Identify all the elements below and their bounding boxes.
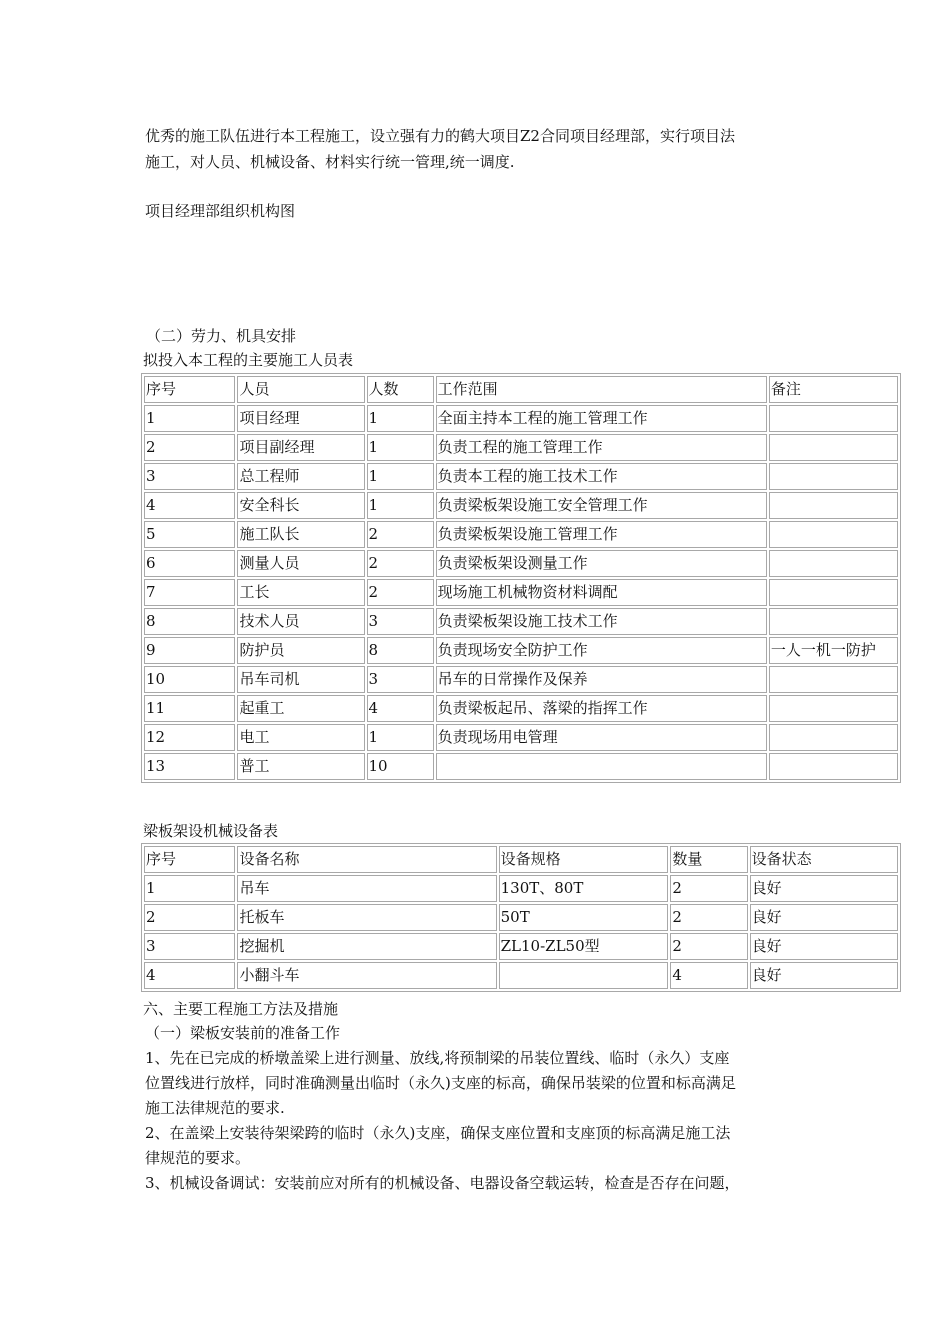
- personnel-cell: 普工: [237, 753, 364, 780]
- personnel-cell: 11: [144, 695, 235, 722]
- personnel-cell: 1: [367, 405, 434, 432]
- equipment-row: [144, 962, 898, 989]
- equipment-cell: ZL10-ZL50型: [499, 933, 669, 960]
- body-line: 1、先在已完成的桥墩盖梁上进行测量、放线,将预制梁的吊装位置线、临时（永久）支座: [145, 1049, 730, 1067]
- personnel-row: [144, 405, 898, 432]
- personnel-cell: 电工: [237, 724, 364, 751]
- personnel-cell: 负责现场安全防护工作: [436, 637, 767, 664]
- personnel-cell: 一人一机一防护: [769, 637, 898, 664]
- personnel-row: [144, 637, 898, 664]
- equipment-cell: 3: [144, 933, 235, 960]
- personnel-cell: 7: [144, 579, 235, 606]
- personnel-cell: [769, 753, 898, 780]
- personnel-cell: 负责工程的施工管理工作: [436, 434, 767, 461]
- body-line: 施工法律规范的要求.: [145, 1099, 285, 1117]
- personnel-cell: 工长: [237, 579, 364, 606]
- equipment-cell: 4: [144, 962, 235, 989]
- personnel-cell: 负责梁板架设施工管理工作: [436, 521, 767, 548]
- personnel-cell: 8: [144, 608, 235, 635]
- personnel-cell: 起重工: [237, 695, 364, 722]
- personnel-cell: [769, 492, 898, 519]
- personnel-cell: [769, 521, 898, 548]
- equipment-table-caption: 梁板架设机械设备表: [143, 822, 279, 840]
- body-line: 3、机械设备调试：安装前应对所有的机械设备、电器设备空载运转，检查是否存在问题，: [145, 1174, 740, 1192]
- personnel-cell: 负责梁板架设施工技术工作: [436, 608, 767, 635]
- equipment-row: [144, 904, 898, 931]
- personnel-cell: 吊车司机: [237, 666, 364, 693]
- personnel-cell: 技术人员: [237, 608, 364, 635]
- personnel-cell: 总工程师: [237, 463, 364, 490]
- personnel-cell: 4: [367, 695, 434, 722]
- personnel-cell: [769, 608, 898, 635]
- equipment-cell: 托板车: [237, 904, 496, 931]
- personnel-cell: 防护员: [237, 637, 364, 664]
- personnel-cell: [769, 405, 898, 432]
- personnel-header-row: [144, 376, 898, 403]
- personnel-row: [144, 666, 898, 693]
- equipment-cell: 4: [670, 962, 747, 989]
- equipment-cell: 2: [670, 933, 747, 960]
- equipment-row: [144, 875, 898, 902]
- personnel-row: [144, 492, 898, 519]
- personnel-row: [144, 695, 898, 722]
- personnel-cell: 施工队长: [237, 521, 364, 548]
- personnel-cell: [769, 695, 898, 722]
- personnel-cell: 3: [144, 463, 235, 490]
- equipment-cell: 挖掘机: [237, 933, 496, 960]
- personnel-cell: [436, 753, 767, 780]
- personnel-cell: [769, 724, 898, 751]
- equipment-table: [141, 843, 901, 992]
- personnel-cell: 2: [367, 521, 434, 548]
- personnel-cell: 3: [367, 608, 434, 635]
- personnel-table: [141, 373, 901, 783]
- equipment-cell: 小翻斗车: [237, 962, 496, 989]
- equipment-cell: 130T、80T: [499, 875, 669, 902]
- org-chart-title: 项目经理部组织机构图: [145, 202, 296, 220]
- equipment-cell: 良好: [750, 962, 898, 989]
- equipment-cell: 良好: [750, 875, 898, 902]
- equipment-cell: 良好: [750, 904, 898, 931]
- equipment-header-cell: 设备规格: [499, 846, 669, 873]
- personnel-cell: 项目经理: [237, 405, 364, 432]
- equipment-header-cell: 设备状态: [750, 846, 898, 873]
- personnel-cell: 吊车的日常操作及保养: [436, 666, 767, 693]
- equipment-cell: 2: [670, 904, 747, 931]
- personnel-cell: 测量人员: [237, 550, 364, 577]
- personnel-row: [144, 550, 898, 577]
- personnel-header-cell: 人员: [237, 376, 364, 403]
- personnel-cell: 3: [367, 666, 434, 693]
- personnel-cell: 6: [144, 550, 235, 577]
- personnel-cell: 13: [144, 753, 235, 780]
- personnel-cell: 2: [144, 434, 235, 461]
- personnel-row: [144, 463, 898, 490]
- personnel-cell: 10: [144, 666, 235, 693]
- personnel-table-caption: 拟投入本工程的主要施工人员表: [143, 351, 354, 369]
- personnel-cell: 项目副经理: [237, 434, 364, 461]
- personnel-cell: 1: [367, 463, 434, 490]
- personnel-cell: 负责本工程的施工技术工作: [436, 463, 767, 490]
- body-line: 2、在盖梁上安装待架梁跨的临时（永久)支座，确保支座位置和支座顶的标高满足施工法: [145, 1124, 731, 1142]
- personnel-cell: 5: [144, 521, 235, 548]
- personnel-cell: [769, 463, 898, 490]
- personnel-cell: 4: [144, 492, 235, 519]
- equipment-header-cell: 设备名称: [237, 846, 496, 873]
- subsection-one-heading: （一）梁板安装前的准备工作: [145, 1024, 341, 1042]
- equipment-cell: 1: [144, 875, 235, 902]
- equipment-cell: 50T: [499, 904, 669, 931]
- equipment-header-cell: 序号: [144, 846, 235, 873]
- personnel-cell: 8: [367, 637, 434, 664]
- personnel-row: [144, 579, 898, 606]
- personnel-header-cell: 工作范围: [436, 376, 767, 403]
- personnel-row: [144, 521, 898, 548]
- section-six-heading: 六、主要工程施工方法及措施: [143, 1000, 339, 1018]
- intro-line-1: 优秀的施工队伍进行本工程施工，设立强有力的鹤大项目Z2合同项目经理部，实行项目法: [145, 127, 735, 145]
- body-line: 位置线进行放样，同时准确测量出临时（永久)支座的标高，确保吊装梁的位置和标高满足: [145, 1074, 736, 1092]
- personnel-cell: 负责梁板架设测量工作: [436, 550, 767, 577]
- personnel-row: [144, 608, 898, 635]
- personnel-header-cell: 序号: [144, 376, 235, 403]
- section-labor-heading: （二）劳力、机具安排: [146, 327, 297, 345]
- personnel-cell: 1: [367, 434, 434, 461]
- personnel-cell: 负责现场用电管理: [436, 724, 767, 751]
- personnel-header-cell: 备注: [769, 376, 898, 403]
- personnel-cell: 1: [144, 405, 235, 432]
- personnel-row: [144, 753, 898, 780]
- personnel-cell: [769, 434, 898, 461]
- equipment-cell: 吊车: [237, 875, 496, 902]
- equipment-cell: 2: [670, 875, 747, 902]
- equipment-row: [144, 933, 898, 960]
- equipment-header-cell: 数量: [670, 846, 747, 873]
- personnel-cell: 负责梁板架设施工安全管理工作: [436, 492, 767, 519]
- personnel-row: [144, 434, 898, 461]
- personnel-cell: 1: [367, 492, 434, 519]
- personnel-cell: [769, 579, 898, 606]
- personnel-header-cell: 人数: [367, 376, 434, 403]
- personnel-cell: 12: [144, 724, 235, 751]
- personnel-cell: 2: [367, 579, 434, 606]
- equipment-cell: [499, 962, 669, 989]
- personnel-cell: 全面主持本工程的施工管理工作: [436, 405, 767, 432]
- personnel-cell: 1: [367, 724, 434, 751]
- personnel-cell: 2: [367, 550, 434, 577]
- personnel-cell: 10: [367, 753, 434, 780]
- personnel-cell: [769, 550, 898, 577]
- personnel-cell: [769, 666, 898, 693]
- equipment-header-row: [144, 846, 898, 873]
- equipment-cell: 2: [144, 904, 235, 931]
- personnel-cell: 现场施工机械物资材料调配: [436, 579, 767, 606]
- personnel-row: [144, 724, 898, 751]
- body-line: 律规范的要求。: [145, 1149, 251, 1167]
- personnel-cell: 安全科长: [237, 492, 364, 519]
- personnel-cell: 负责梁板起吊、落梁的指挥工作: [436, 695, 767, 722]
- equipment-cell: 良好: [750, 933, 898, 960]
- intro-line-2: 施工，对人员、机械设备、材料实行统一管理,统一调度.: [145, 153, 515, 171]
- personnel-cell: 9: [144, 637, 235, 664]
